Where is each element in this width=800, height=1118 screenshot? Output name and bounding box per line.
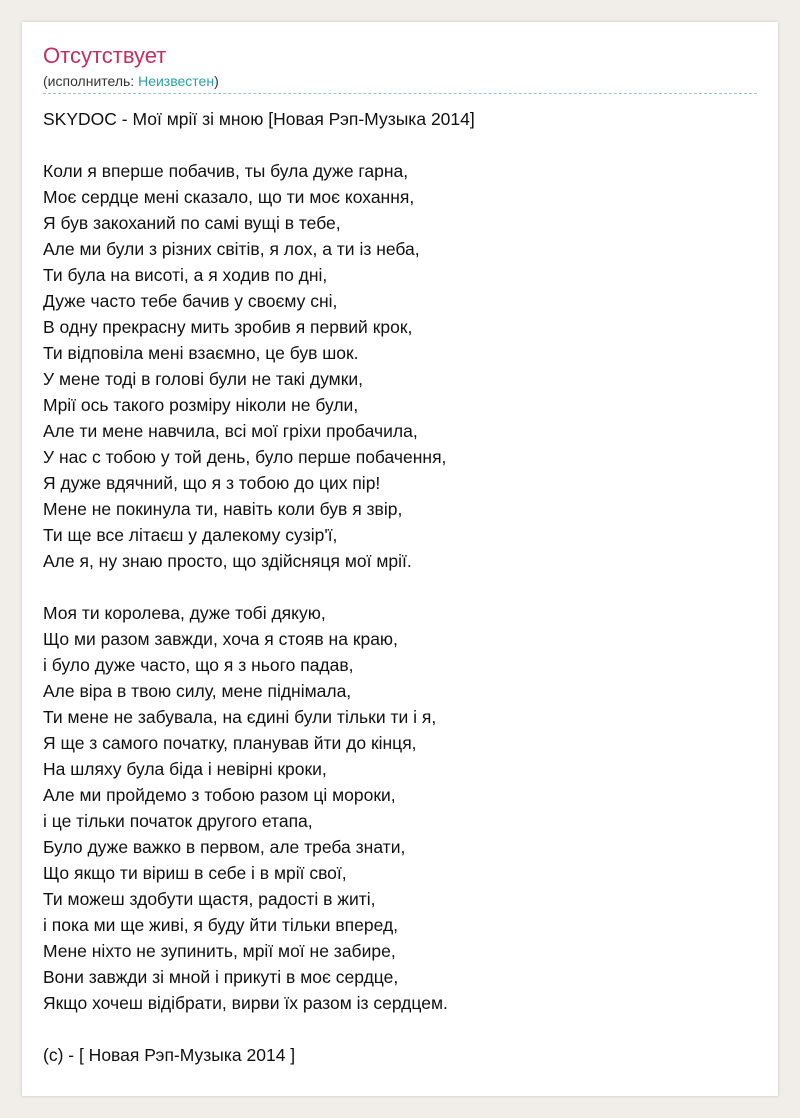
lyric-line: Але ми пройдемо з тобою разом ці мороки,	[43, 785, 396, 805]
lyric-line: Вони завжди зі мной і прикуті в моє сердце,	[43, 967, 399, 987]
lyric-line: В одну прекрасну мить зробив я первий крок,	[43, 317, 413, 337]
lyric-line: Що ми разом завжди, хоча я стояв на краю,	[43, 629, 398, 649]
lyric-line: Я дуже вдячний, що я з тобою до цих пір!	[43, 473, 381, 493]
lyric-line: Але ти мене навчила, всі мої гріхи пробачила,	[43, 421, 418, 441]
lyric-line: Ти мене не забувала, на єдині були тільки ти і я,	[43, 707, 437, 727]
lyric-line: Коли я вперше побачив, ты була дуже гарна,	[43, 161, 409, 181]
lyric-line: Я ще з самого початку, планував йти до кінця,	[43, 733, 417, 753]
lyric-line: Ти можеш здобути щастя, радості в житі,	[43, 889, 376, 909]
lyric-line: Але віра в твою силу, мене піднімала,	[43, 681, 352, 701]
lyric-line: і було дуже часто, що я з нього падав,	[43, 655, 354, 675]
blank-line	[43, 132, 763, 158]
artist-link[interactable]: Неизвестен	[138, 73, 215, 89]
lyrics-text	[43, 106, 763, 1068]
copyright-line: (c) - [ Новая Рэп-Музыка 2014 ]	[43, 1045, 296, 1065]
lyric-line: Ти була на висоті, а я ходив по дні,	[43, 265, 328, 285]
lyric-line: Я був закоханий по самі вущі в тебе,	[43, 213, 341, 233]
artist-line	[43, 72, 219, 90]
lyric-line: Але я, ну знаю просто, що здійсняця мої мрії.	[43, 551, 412, 571]
lyric-line: Мене не покинула ти, навіть коли був я звір,	[43, 499, 403, 519]
lyric-line: Мрії ось такого розміру ніколи не були,	[43, 395, 359, 415]
artist-prefix: (исполнитель:	[43, 73, 139, 89]
page-title: Отсутствует	[43, 43, 167, 68]
verse-2	[43, 600, 763, 1016]
lyric-line: На шляху була біда і невірні кроки,	[43, 759, 327, 779]
song-heading: SKYDOC - Мої мрії зі мною [Новая Рэп-Музыка 2014]	[43, 109, 475, 129]
lyric-line: Моя ти королева, дуже тобі дякую,	[43, 603, 326, 623]
lyric-line: У нас с тобою у той день, було перше побачення,	[43, 447, 447, 467]
lyric-line: і це тільки початок другого етапа,	[43, 811, 313, 831]
lyric-line: Але ми були з різних світів, я лох, а ти із неба,	[43, 239, 420, 259]
blank-line	[43, 1016, 763, 1042]
lyric-line: Що якщо ти віриш в себе і в мрії свої,	[43, 863, 347, 883]
lyric-line: Ти відповіла мені взаємно, це був шок.	[43, 343, 359, 363]
lyric-line: Ти ще все літаєш у далекому сузір'ї,	[43, 525, 338, 545]
lyric-line: Якщо хочеш відібрати, вирви їх разом із сердцем.	[43, 993, 448, 1013]
lyric-line: Дуже часто тебе бачив у своєму сні,	[43, 291, 338, 311]
lyric-line: Мене ніхто не зупинить, мрії мої не забире,	[43, 941, 396, 961]
lyric-line: У мене тоді в голові були не такі думки,	[43, 369, 363, 389]
artist-suffix: )	[214, 73, 219, 89]
blank-line	[43, 574, 763, 600]
lyric-line: Моє сердце мені сказало, що ти моє кохання,	[43, 187, 415, 207]
lyrics-card	[22, 22, 778, 1096]
verse-1	[43, 158, 763, 574]
lyric-line: і пока ми ще живі, я буду йти тільки вперед,	[43, 915, 399, 935]
lyric-line: Було дуже важко в первом, але треба знати,	[43, 837, 406, 857]
divider	[43, 93, 757, 94]
